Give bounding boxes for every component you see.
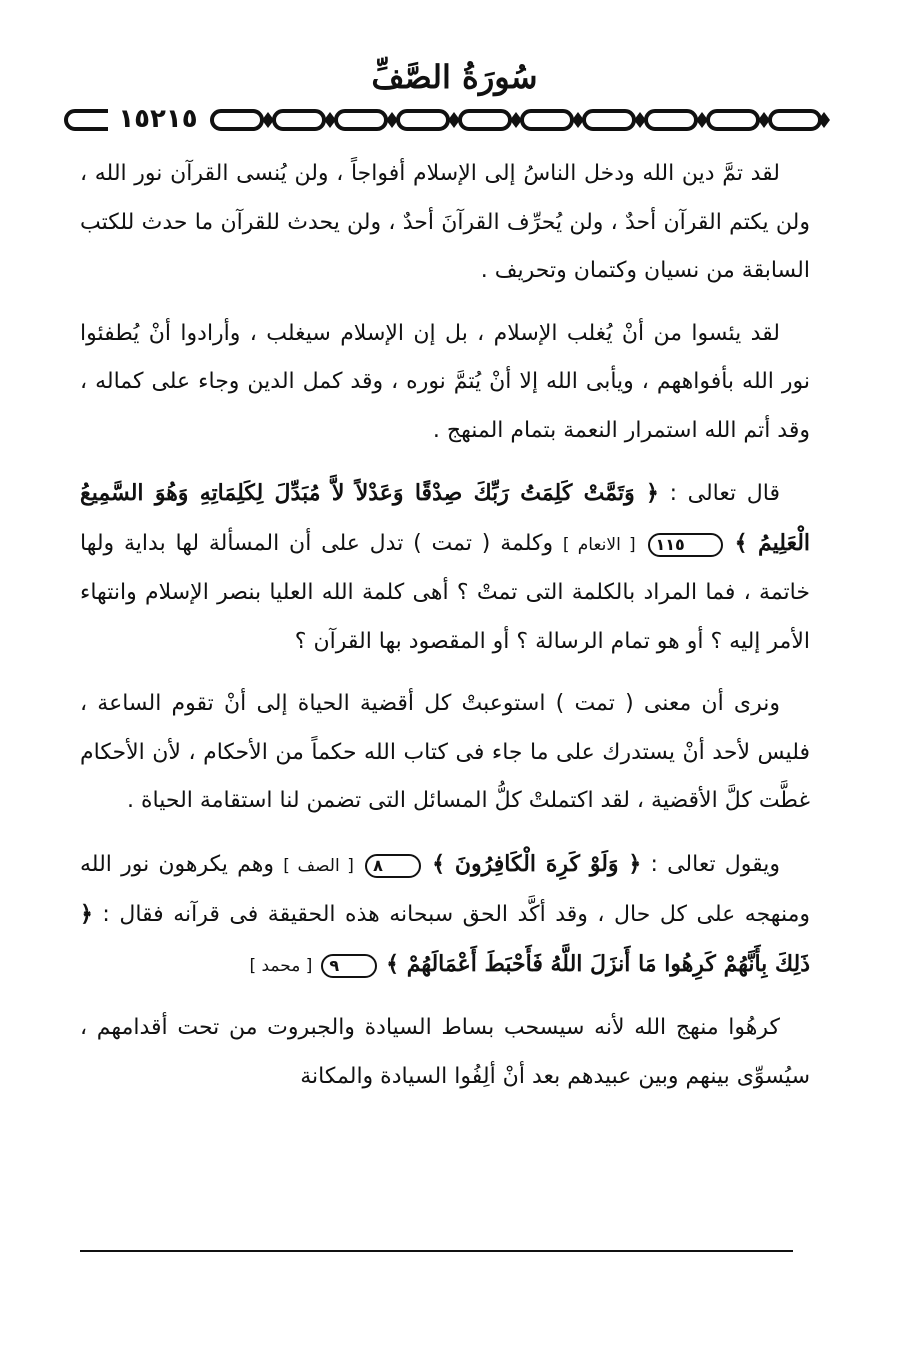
surah-reference: [ الانعام ] [562,534,636,555]
quran-verse: ﴿ وَتَمَّتْ كَلِمَتُ رَبِّكَ صِدْقًا وَعَدْلاً لاَّ مُبَدِّلَ لِكَلِمَاتِهِ وَهُوَ السَّمِيعُ الْعَلِيمُ ﴾ [80,480,811,556]
ayah-number-badge: ٩ [321,954,377,978]
page-number: ١٥٢١٥ [108,101,208,137]
paragraph-5-intro: ويقول تعالى : [641,851,780,877]
footer-divider [80,1250,793,1252]
paragraph-1: لقد تمَّ دين الله ودخل الناسُ إلى الإسلام أفواجاً ، ولن يُنسى القرآن نور الله ، ولن يكتم القرآن أحدٌ ، ولن يُحرِّف القرآنَ أحدٌ ، ولن يحدث للقرآن ما حدث للكتب السابقة من نسيان وكتمان وتحريف . [80,161,810,283]
quran-verse: ﴿ وَلَوْ كَرِهَ الْكَافِرُونَ ﴾ [432,850,642,877]
paragraph-2: لقد يئسوا من أنْ يُغلب الإسلام ، بل إن الإسلام سيغلب ، وأرادوا أنْ يُطفئوا نور الله بأفواههم ، ويأبى الله إلا أنْ يُتمَّ نوره ، وقد كمل الدين وجاء على كماله ، وقد أتم الله استمرار النعمة بتمام المنهج . [80,320,810,443]
paragraph-5-middle: وهم يكرهون نور الله ومنهجه على كل حال ، وقد أكَّد الحق سبحانه هذه الحقيقة فى قرآنه فقال : [80,851,810,927]
ayah-number-badge: ١١٥ [648,533,723,557]
paragraph-3-intro: قال تعالى : [658,481,780,506]
surah-reference: [ الصف ] [283,855,354,876]
surah-reference: [ محمد ] [249,955,313,976]
surah-title: سُورَةُ الصَّفِّ [371,58,538,96]
commentary-body [80,150,810,1115]
quran-verse: ﴿ ذَلِكَ بِأَنَّهُمْ كَرِهُوا مَا أَنزَلَ اللَّهُ فَأَحْبَطَ أَعْمَالَهُمْ ﴾ [80,901,810,977]
ayah-number-badge: ٨ [365,854,421,878]
paragraph-5 [80,840,810,991]
paragraph-4: ونرى أن معنى ( تمت ) استوعبتْ كل أقضية الحياة إلى أنْ تقوم الساعة ، فليس لأحد أنْ يستدرك على ما جاء فى كتاب الله حكماً من الأحكام ، لأن الأحكام غطَّت كلَّ الأقضية ، لقد اكتملتْ كلُّ المسائل التى تضمن لنا استقامة الحياة . [80,691,810,813]
paragraph-6: كرهُوا منهج الله لأنه سيسحب بساط السيادة والجبروت من تحت أقدامهم ، سيُسوِّى بينهم وبين عبيدهم بعد أنْ ألِفُوا السيادة والمكانة [80,1015,810,1089]
paragraph-3-rest: وكلمة ( تمت ) تدل على أن المسألة لها بداية ولها خاتمة ، فما المراد بالكلمة التى تمتْ ؟ أهى كلمة الله العليا بنصر الإسلام وانتهاء الأمر إليه ؟ أو هو تمام الرسالة ؟ أو المقصود بها القرآن ؟ [80,530,810,654]
paragraph-3 [80,469,810,666]
